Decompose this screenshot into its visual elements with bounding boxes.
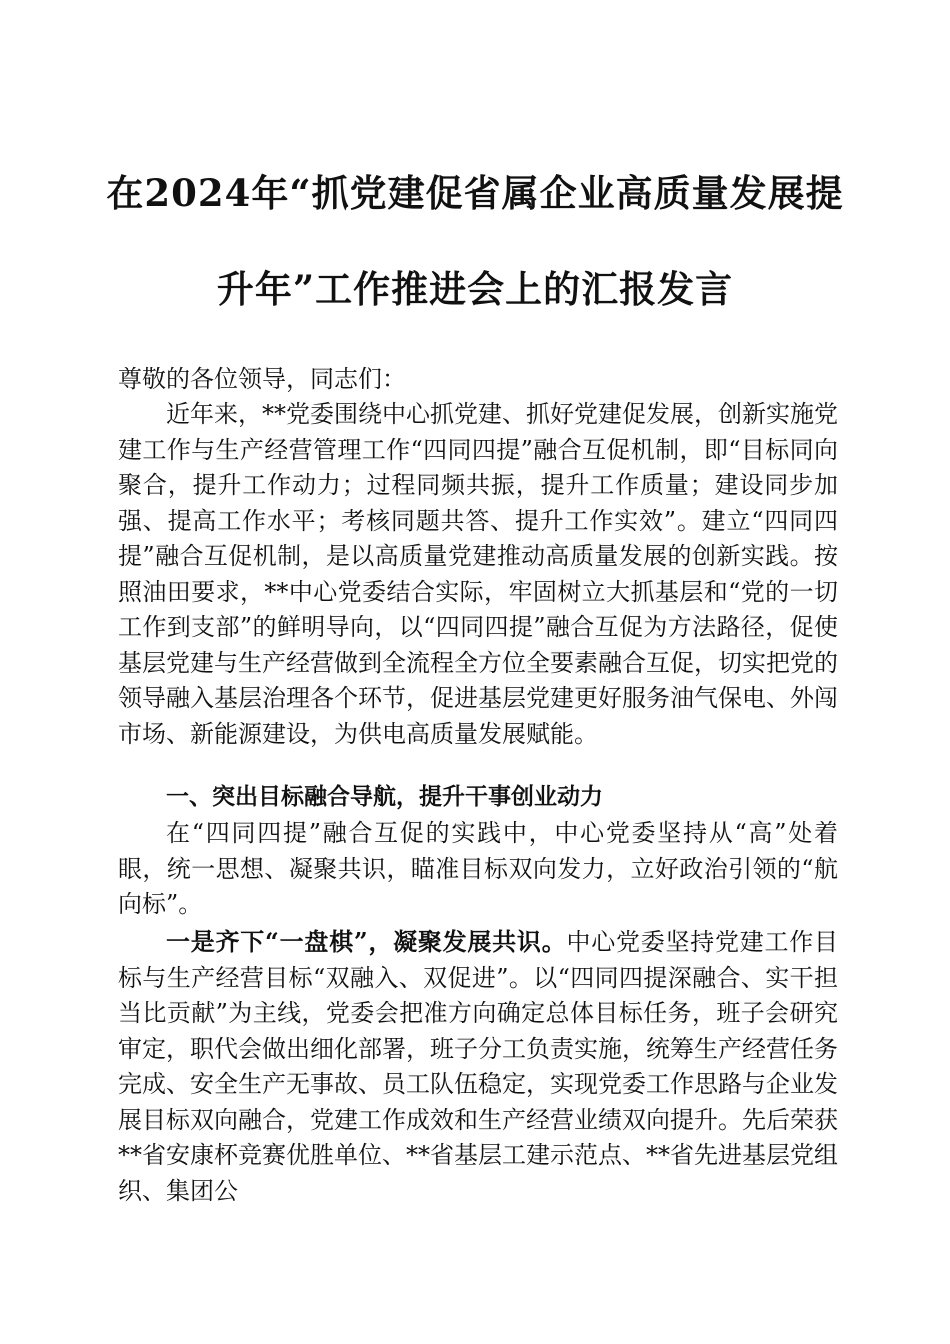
paragraph-point-1-lead: 一是齐下“一盘棋”，凝聚发展共识。	[166, 927, 567, 956]
section-heading-1: 一、突出目标融合导航，提升干事创业动力	[166, 784, 603, 810]
document-title-line-1: 在2024年“抓党建促省属企业高质量发展提	[106, 171, 844, 215]
paragraph-point-1-body: 中心党委坚持党建工作目标与生产经营目标“双融入、双促进”。以“四同四提深融合、实干担当比贡献”为主线，党委会把准方向确定总体目标任务，班子会研究审定，职代会做出细化部署，班子分工负责实施，统筹生产经营任务完成、安全生产无事故、员工队伍稳定，实现党委工作思路与企业发展目标双向融合，党建工作成效和生产经营业绩双向提升。先后荣获**省安康杯竞赛优胜单位、**省基层工建示范点、**省先进基层党组织、集团公	[118, 928, 839, 1205]
document-title-line-2: 升年”工作推进会上的汇报发言	[216, 267, 734, 311]
paragraph-point-1	[118, 924, 838, 1209]
paragraph-intro: 近年来，**党委围绕中心抓党建、抓好党建促发展，创新实施党建工作与生产经营管理工作“四同四提”融合互促机制，即“目标同向聚合，提升工作动力；过程同频共振，提升工作质量；建设同步加强、提高工作水平；考核同题共答、提升工作实效”。建立“四同四提”融合互促机制，是以高质量党建推动高质量发展的创新实践。按照油田要求，**中心党委结合实际，牢固树立大抓基层和“党的一切工作到支部”的鲜明导向，以“四同四提”融合互促为方法路径，促使基层党建与生产经营做到全流程全方位全要素融合互促，切实把党的领导融入基层治理各个环节，促进基层党建更好服务油气保电、外闯市场、新能源建设，为供电高质量发展赋能。	[118, 400, 838, 748]
salutation: 尊敬的各位领导，同志们：	[118, 365, 406, 393]
paragraph-section-1-intro: 在“四同四提”融合互促的实践中，中心党委坚持从“高”处着眼，统一思想、凝聚共识，瞄准目标双向发力，立好政治引领的“航向标”。	[118, 819, 838, 918]
